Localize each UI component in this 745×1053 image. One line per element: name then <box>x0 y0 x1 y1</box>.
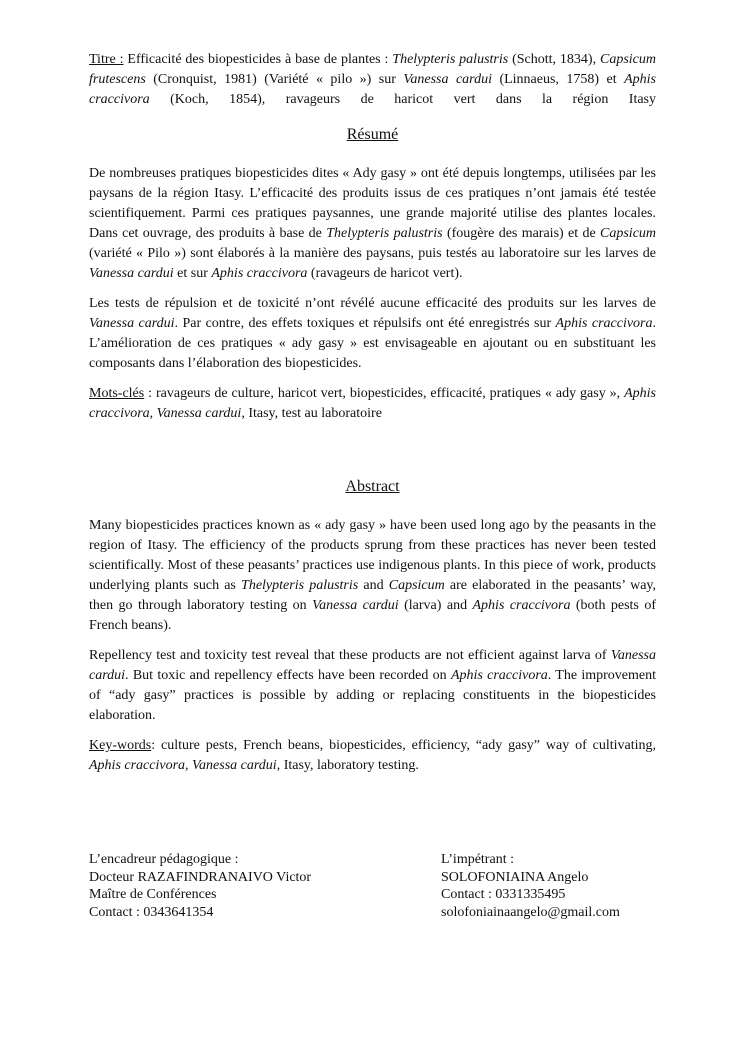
resume-paragraph-2: Les tests de répulsion et de toxicité n’ont révélé aucune efficacité des produits sur les larves de Vanessa cardui. Par contre, des effets toxiques et répulsifs ont été enregistrés sur Aphis craccivora. L’amélioration de ces pratiques « ady gasy » est envisageable en ajoutant ou en substituant les composants dans l’élaboration des biopesticides. <box>89 296 657 371</box>
supervisor-role: L’encadreur pédagogique : <box>89 852 239 867</box>
abstract-keywords: Key-words: culture pests, French beans, biopesticides, efficiency, “ady gasy” way of cultivating, Aphis craccivora, Vanessa cardui, Itasy, laboratory testing. <box>89 738 656 773</box>
supervisor-signature-block <box>89 851 311 921</box>
student-email: solofoniainaangelo@gmail.com <box>441 904 620 920</box>
keywords-label: Mots-clés <box>89 386 145 401</box>
document-title: Titre : Efficacité des biopesticides à base de plantes : Thelypteris palustris (Schott, 1834), Capsicum frutescens (Cronquist, 1981) (Variété « pilo ») sur Vanessa cardui (Linnaeus, 1758) et Aphis craccivora (Koch, 1854), ravageurs de haricot vert dans la région Itasy <box>89 52 656 107</box>
supervisor-name: Docteur RAZAFINDRANAIVO Victor <box>89 869 312 885</box>
student-name: SOLOFONIAINA Angelo <box>441 869 589 885</box>
document-page <box>89 50 656 776</box>
keywords-label: Key-words <box>89 738 152 753</box>
resume-heading: Résumé <box>346 126 399 143</box>
title-label: Titre : <box>89 52 124 67</box>
abstract-heading: Abstract <box>345 478 400 495</box>
supervisor-title: Maître de Conférences <box>89 887 217 902</box>
resume-paragraph-1: De nombreuses pratiques biopesticides dites « Ady gasy » ont été depuis longtemps, utilisées par les paysans de la région Itasy. L’efficacité des produits issus de ces pratiques n’ont jamais été testée scientifiquement. Parmi ces pratiques paysannes, une grande majorité utilise des plantes locales. Dans cet ouvrage, des produits à base de Thelypteris palustris (fougère des marais) et de Capsicum (variété « Pilo ») sont élaborés à la manière des paysans, puis testés au laboratoire sur les larves de Vanessa cardui et sur Aphis craccivora (ravageurs de haricot vert). <box>89 166 657 281</box>
supervisor-contact: Contact : 0343641354 <box>89 904 214 920</box>
student-contact: Contact : 0331335495 <box>441 887 566 902</box>
student-signature-block <box>441 851 620 921</box>
resume-keywords: Mots-clés : ravageurs de culture, haricot vert, biopesticides, efficacité, pratiques « ady gasy », Aphis craccivora, Vanessa cardui, Itasy, test au laboratoire <box>89 386 656 421</box>
abstract-paragraph-1: Many biopesticides practices known as « ady gasy » have been used long ago by the peasants in the region of Itasy. The efficiency of the products sprung from these practices has never been tested scientifically. Most of these peasants’ practices use indigenous plants. In this piece of work, products underlying plants such as Thelypteris palustris and Capsicum are elaborated in the peasants’ way, then go through laboratory testing on Vanessa cardui (larva) and Aphis craccivora (both pests of French beans). <box>89 518 657 633</box>
student-role: L’impétrant : <box>441 852 514 867</box>
abstract-paragraph-2: Repellency test and toxicity test reveal that these products are not efficient against larva of Vanessa cardui. But toxic and repellency effects have been recorded on Aphis craccivora. The improvement of “ady gasy” practices is possible by adding or replacing constituents in the biopesticides elaboration. <box>89 648 656 723</box>
